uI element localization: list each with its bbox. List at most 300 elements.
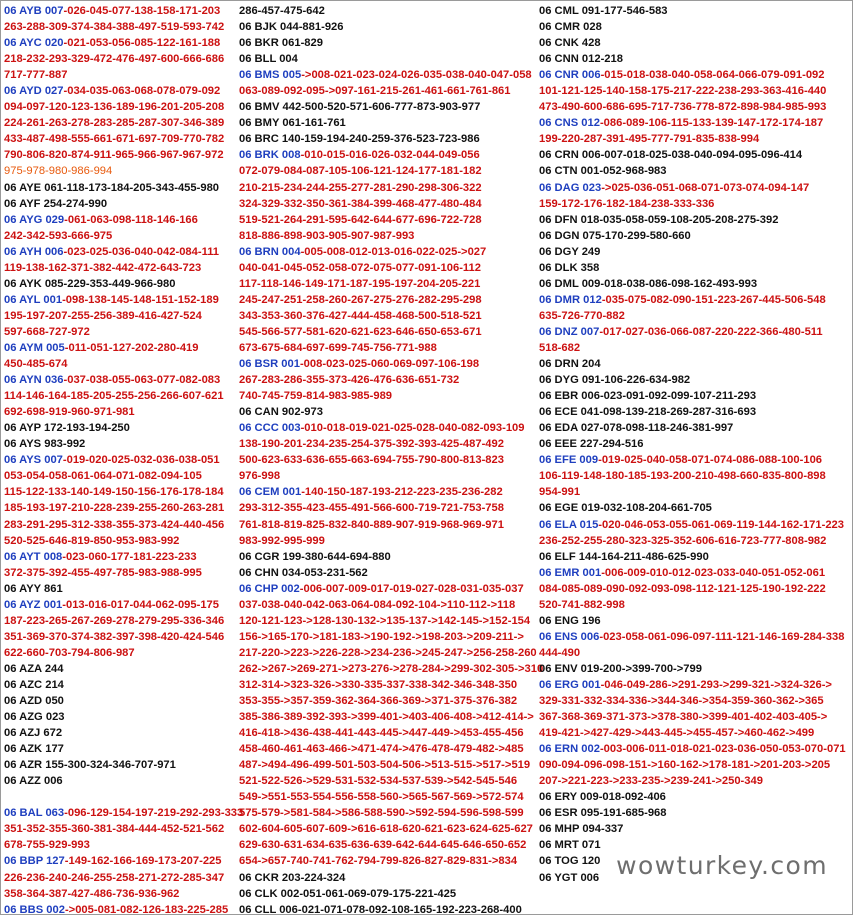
text-line bbox=[4, 725, 232, 741]
plate-numbers: 358-364-387-427-486-736-936-962 bbox=[4, 887, 180, 900]
plate-numbers: 06 BLL 004 bbox=[239, 53, 298, 66]
text-line bbox=[4, 870, 232, 886]
text-line bbox=[539, 131, 851, 147]
text-line bbox=[239, 789, 534, 805]
plate-code: 06 EMR 001 bbox=[539, 566, 602, 579]
plate-numbers: 433-487-498-555-661-671-697-709-770-782 bbox=[4, 133, 225, 146]
plate-numbers: 353-355->357-359-362-364-366-369->371-375-376-382 bbox=[239, 695, 518, 708]
text-line bbox=[4, 292, 232, 308]
text-line bbox=[539, 677, 851, 693]
plate-numbers: 286-457-475-642 bbox=[239, 5, 325, 17]
text-line bbox=[239, 693, 534, 709]
text-line bbox=[239, 821, 534, 837]
plate-numbers: -098-138-145-148-151-152-189 bbox=[62, 293, 219, 306]
text-line bbox=[539, 83, 851, 99]
text-line bbox=[239, 404, 534, 420]
text-line bbox=[239, 613, 534, 629]
text-line bbox=[4, 420, 232, 436]
text-line bbox=[239, 115, 534, 131]
text-line bbox=[539, 484, 851, 500]
plate-numbers: 236-252-255-280-323-325-352-606-616-723-777-808-982 bbox=[539, 534, 827, 547]
plate-numbers: 06 CLL 006-021-071-078-092-108-165-192-223-268-400 bbox=[239, 903, 522, 916]
plate-numbers: -010-015-016-026-032-044-049-056 bbox=[300, 149, 480, 162]
plate-numbers: 06 AYP 172-193-194-250 bbox=[4, 422, 130, 435]
plate-numbers: 06 DRN 204 bbox=[539, 358, 601, 371]
plate-numbers: 207->221-223->233-235->239-241->250-349 bbox=[539, 775, 763, 788]
text-line bbox=[539, 500, 851, 516]
plate-code: 06 AYZ 001 bbox=[4, 598, 63, 611]
text-line bbox=[239, 292, 534, 308]
plate-numbers: 06 EBR 006-023-091-092-099-107-211-293 bbox=[539, 390, 757, 403]
plate-numbers: 324-329-332-350-361-384-399-468-477-480-484 bbox=[239, 197, 482, 210]
text-line bbox=[539, 35, 851, 51]
text-line bbox=[4, 115, 232, 131]
text-line bbox=[4, 789, 232, 805]
plate-numbers: ->025-036-051-068-071-073-074-094-147 bbox=[601, 181, 810, 194]
plate-numbers: 519-521-264-291-595-642-644-677-696-722-728 bbox=[239, 213, 482, 226]
plate-numbers: 185-193-197-210-228-239-255-260-263-281 bbox=[4, 502, 225, 515]
text-line bbox=[4, 212, 232, 228]
plate-numbers: 06 YGT 006 bbox=[539, 871, 600, 884]
text-line bbox=[239, 19, 534, 35]
plate-code: 06 AYM 005 bbox=[4, 341, 65, 354]
column-2 bbox=[239, 3, 544, 918]
text-line bbox=[239, 67, 534, 83]
text-line bbox=[4, 3, 232, 19]
plate-numbers: 262->267->269-271->273-276->278-284->299-302-305->310 bbox=[239, 662, 544, 675]
text-line bbox=[4, 19, 232, 35]
plate-numbers: 654->657-740-741-762-794-799-826-827-829-831->834 bbox=[239, 855, 518, 868]
plate-numbers: 06 MHP 094-337 bbox=[539, 823, 624, 836]
plate-code: 06 ELA 015 bbox=[539, 518, 599, 531]
plate-numbers: 06 CHN 034-053-231-562 bbox=[239, 566, 368, 579]
text-line bbox=[239, 276, 534, 292]
text-line bbox=[539, 436, 851, 452]
plate-numbers: 218-232-293-329-472-476-497-600-666-686 bbox=[4, 53, 225, 66]
plate-numbers: 06 BMV 442-500-520-571-606-777-873-903-977 bbox=[239, 101, 481, 114]
text-line bbox=[239, 131, 534, 147]
text-line bbox=[539, 741, 851, 757]
text-line bbox=[539, 709, 851, 725]
plate-code: 06 BRK 008 bbox=[239, 149, 301, 162]
plate-numbers: 521-522-526->529-531-532-534-537-539->542-545-546 bbox=[239, 775, 518, 788]
plate-numbers: 037-038-040-042-063-064-084-092-104->110-112->118 bbox=[239, 598, 516, 611]
plate-numbers: 329-331-332-334-336->344-346->354-359-360-362->365 bbox=[539, 695, 824, 708]
plate-numbers: 06 EEE 227-294-516 bbox=[539, 438, 644, 451]
text-line bbox=[4, 805, 244, 821]
text-line bbox=[4, 147, 232, 163]
plate-numbers: 06 AZA 244 bbox=[4, 662, 64, 675]
text-line bbox=[239, 468, 534, 484]
plate-numbers: -061-063-098-118-146-166 bbox=[64, 213, 198, 226]
plate-numbers: 138-190-201-234-235-254-375-392-393-425-487-492 bbox=[239, 438, 504, 451]
text-line bbox=[239, 147, 534, 163]
text-line bbox=[239, 356, 534, 372]
text-line bbox=[4, 549, 232, 565]
text-line bbox=[4, 517, 232, 533]
plate-numbers: 226-236-240-246-255-258-271-272-285-347 bbox=[4, 871, 225, 884]
plate-numbers: -096-129-154-197-219-292-293-333 bbox=[64, 807, 244, 820]
plate-code: 06 AYG 029 bbox=[4, 213, 65, 226]
plate-numbers: 549->551-553-554-556-558-560->565-567-569->572-574 bbox=[239, 791, 524, 804]
text-line bbox=[539, 3, 851, 19]
plate-numbers: 06 AZG 023 bbox=[4, 711, 65, 724]
plate-numbers: 602-604-605-607-609->616-618-620-621-623-624-625-627 bbox=[239, 823, 533, 836]
plate-numbers: 976-998 bbox=[239, 470, 281, 483]
plate-numbers: 954-991 bbox=[539, 486, 581, 499]
plate-code: 06 BAL 063 bbox=[4, 807, 65, 820]
text-line bbox=[4, 902, 232, 918]
plate-numbers: 790-806-820-874-911-965-966-967-967-972 bbox=[4, 149, 224, 162]
plate-numbers: 629-630-631-634-635-636-639-642-644-645-646-650-652 bbox=[239, 839, 527, 852]
plate-numbers: 740-745-759-814-983-985-989 bbox=[239, 390, 393, 403]
plate-numbers: 372-375-392-455-497-785-983-988-995 bbox=[4, 566, 202, 579]
text-line bbox=[539, 244, 851, 260]
plate-numbers: 06 AYY 861 bbox=[4, 582, 63, 595]
plate-numbers: -019-025-040-058-071-074-086-088-100-106 bbox=[598, 454, 823, 467]
plate-numbers: 351-352-355-360-381-384-444-452-521-562 bbox=[4, 823, 225, 836]
plate-code: 06 ERG 001 bbox=[539, 678, 601, 691]
text-line bbox=[239, 517, 534, 533]
plate-numbers: 06 EGE 019-032-108-204-661-705 bbox=[539, 502, 712, 515]
text-line bbox=[4, 356, 232, 372]
plate-numbers: 283-291-295-312-338-355-373-424-440-456 bbox=[4, 518, 225, 531]
plate-code: 06 AYD 027 bbox=[4, 85, 64, 98]
text-line bbox=[239, 99, 534, 115]
text-line bbox=[4, 693, 232, 709]
plate-numbers: 520-525-646-819-850-953-983-992 bbox=[4, 534, 180, 547]
text-line bbox=[239, 565, 534, 581]
plate-numbers: 242-342-593-666-975 bbox=[4, 229, 113, 242]
plate-numbers: -023-060-177-181-223-233 bbox=[62, 550, 197, 563]
text-line bbox=[539, 597, 851, 613]
plate-numbers: 06 CKR 203-224-324 bbox=[239, 871, 346, 884]
text-line bbox=[239, 581, 534, 597]
plate-numbers: 06 CGR 199-380-644-694-880 bbox=[239, 550, 391, 563]
plate-numbers: 450-485-674 bbox=[4, 358, 68, 371]
plate-code: 06 CHP 002 bbox=[239, 582, 300, 595]
plate-numbers: 06 ESR 095-191-685-968 bbox=[539, 807, 667, 820]
text-line bbox=[539, 757, 851, 773]
plate-numbers: ->008-021-023-024-026-035-038-040-047-058 bbox=[301, 69, 532, 82]
plate-code: 06 ENS 006 bbox=[539, 630, 600, 643]
plate-numbers: -034-035-063-068-078-079-092 bbox=[63, 85, 221, 98]
plate-numbers: 635-726-770-882 bbox=[539, 309, 625, 322]
plate-numbers: 06 DGY 249 bbox=[539, 245, 601, 258]
text-line bbox=[539, 115, 851, 131]
plate-code: 06 CEM 001 bbox=[239, 486, 302, 499]
plate-numbers: -035-075-082-090-151-223-267-445-506-548 bbox=[601, 293, 826, 306]
plate-numbers: 06 DLK 358 bbox=[539, 261, 600, 274]
plate-numbers: 199-220-287-391-495-777-791-835-838-994 bbox=[539, 133, 760, 146]
plate-numbers: 053-054-058-061-064-071-082-094-105 bbox=[4, 470, 202, 483]
plate-numbers: 06 BJK 044-881-926 bbox=[239, 21, 344, 34]
text-line bbox=[4, 180, 232, 196]
plate-code: 06 AYB 007 bbox=[4, 5, 64, 17]
plate-numbers: 063-089-092-095->097-161-215-261-461-661-761-861 bbox=[239, 85, 511, 98]
plate-numbers: -015-018-038-040-058-064-066-079-091-092 bbox=[600, 69, 825, 82]
text-line bbox=[539, 180, 851, 196]
text-line bbox=[239, 83, 534, 99]
plate-numbers: 975-978-980-986-994 bbox=[4, 165, 113, 178]
plate-numbers: ->005-081-082-126-183-225-285 bbox=[64, 903, 229, 916]
text-line bbox=[539, 645, 851, 661]
text-line bbox=[4, 581, 232, 597]
plate-numbers: 06 ENV 019-200->399-700->799 bbox=[539, 662, 702, 675]
plate-numbers: 090-094-096-098-151->160-162->178-181->201-203->205 bbox=[539, 759, 831, 772]
plate-numbers: 06 AZD 050 bbox=[4, 695, 64, 708]
plate-numbers: 06 AYF 254-274-990 bbox=[4, 197, 108, 210]
text-line bbox=[4, 821, 232, 837]
text-line bbox=[539, 629, 851, 645]
text-line bbox=[539, 99, 851, 115]
text-line bbox=[4, 468, 232, 484]
plate-numbers: 416-418->436-438-441-443-445->447-449->453-455-456 bbox=[239, 727, 524, 740]
plate-numbers: 458-460-461-463-466->471-474->476-478-479-482->485 bbox=[239, 743, 524, 756]
plate-code: 06 BRN 004 bbox=[239, 245, 301, 258]
plate-numbers: 622-660-703-794-806-987 bbox=[4, 646, 135, 659]
plate-numbers: 06 DFN 018-035-058-059-108-205-208-275-392 bbox=[539, 213, 779, 226]
plate-numbers: 06 ENG 196 bbox=[539, 614, 601, 627]
plate-numbers: 312-314->323-326->330-335-337-338-342-346-348-350 bbox=[239, 678, 518, 691]
text-line bbox=[239, 805, 534, 821]
plate-numbers: -037-038-055-063-077-082-083 bbox=[63, 374, 221, 387]
plate-code: 06 AYH 006 bbox=[4, 245, 64, 258]
text-line bbox=[239, 725, 534, 741]
plate-numbers: 343-353-360-376-427-444-458-468-500-518-521 bbox=[239, 309, 482, 322]
plate-numbers: -003-006-011-018-021-023-036-050-053-070-071 bbox=[599, 743, 846, 756]
text-line bbox=[4, 340, 232, 356]
text-line bbox=[239, 886, 534, 902]
text-line bbox=[239, 661, 544, 677]
text-line bbox=[539, 324, 851, 340]
text-line bbox=[4, 131, 232, 147]
plate-code: 06 BMS 005 bbox=[239, 69, 302, 82]
plate-numbers: -026-045-077-138-158-171-203 bbox=[63, 5, 221, 17]
text-line bbox=[4, 645, 232, 661]
plate-code: 06 ERN 002 bbox=[539, 743, 600, 756]
plate-numbers: 487->494-496-499-501-503-504-506->513-515->517->519 bbox=[239, 759, 531, 772]
text-line bbox=[239, 244, 534, 260]
plate-numbers: -017-027-036-066-087-220-222-366-480-511 bbox=[599, 325, 823, 338]
plate-numbers: 06 TOG 120 bbox=[539, 855, 601, 868]
plate-numbers: 678-755-929-993 bbox=[4, 839, 90, 852]
text-line bbox=[539, 533, 851, 549]
text-line bbox=[239, 741, 534, 757]
text-line bbox=[539, 452, 851, 468]
plate-numbers: 159-172-176-182-184-238-333-336 bbox=[539, 197, 715, 210]
text-line bbox=[239, 372, 534, 388]
plate-numbers: 06 CML 091-177-546-583 bbox=[539, 5, 668, 17]
text-line bbox=[539, 356, 851, 372]
text-line bbox=[239, 436, 534, 452]
text-line bbox=[239, 533, 534, 549]
text-line bbox=[539, 276, 851, 292]
text-line bbox=[4, 613, 232, 629]
plate-numbers: 101-121-125-140-158-175-217-222-238-293-363-416-440 bbox=[539, 85, 827, 98]
plate-numbers: -006-007-009-017-019-027-028-031-035-037 bbox=[299, 582, 524, 595]
text-line bbox=[4, 500, 232, 516]
column-1 bbox=[4, 3, 244, 918]
text-line bbox=[4, 837, 232, 853]
plate-numbers: -086-089-106-115-133-139-147-172-174-187 bbox=[599, 117, 824, 130]
plate-numbers: 06 MRT 071 bbox=[539, 839, 601, 852]
plate-numbers: 263-288-309-374-384-388-497-519-593-742 bbox=[4, 21, 225, 34]
text-line bbox=[539, 517, 851, 533]
text-line bbox=[4, 51, 232, 67]
plate-numbers: -005-008-012-013-016-022-025->027 bbox=[300, 245, 487, 258]
plate-numbers: 119-138-162-371-382-442-472-643-723 bbox=[4, 261, 202, 274]
plate-code: 06 BBS 002 bbox=[4, 903, 65, 916]
text-line bbox=[539, 789, 851, 805]
text-line bbox=[239, 3, 534, 19]
plate-numbers: 673-675-684-697-699-745-756-771-988 bbox=[239, 341, 437, 354]
plate-code: 06 DAG 023 bbox=[539, 181, 602, 194]
text-line bbox=[4, 757, 232, 773]
plate-numbers: -019-020-025-032-036-038-051 bbox=[62, 454, 220, 467]
text-line bbox=[239, 196, 534, 212]
plate-numbers: 106-119-148-180-185-193-200-210-498-660-835-800-898 bbox=[539, 470, 826, 483]
plate-numbers: 06 ECE 041-098-139-218-269-287-316-693 bbox=[539, 406, 757, 419]
text-line bbox=[239, 324, 534, 340]
plate-numbers: 545-566-577-581-620-621-623-646-650-653-671 bbox=[239, 325, 482, 338]
plate-numbers: 06 CAN 902-973 bbox=[239, 406, 323, 419]
plate-numbers: -140-150-187-193-212-223-235-236-282 bbox=[301, 486, 503, 499]
text-line bbox=[4, 436, 232, 452]
plate-numbers: 210-215-234-244-255-277-281-290-298-306-322 bbox=[239, 181, 482, 194]
text-line bbox=[4, 452, 232, 468]
text-line bbox=[539, 805, 851, 821]
text-line bbox=[4, 324, 232, 340]
plate-numbers: 06 CMR 028 bbox=[539, 21, 602, 34]
plate-numbers: 06 AZK 177 bbox=[4, 743, 64, 756]
plate-numbers: 06 ELF 144-164-211-486-625-990 bbox=[539, 550, 709, 563]
plate-numbers: 114-146-164-185-205-255-256-266-607-621 bbox=[4, 390, 224, 403]
plate-numbers: 06 EDA 027-078-098-118-246-381-997 bbox=[539, 422, 734, 435]
plate-numbers: 120-121-123->128-130-132->135-137->142-145->152-154 bbox=[239, 614, 531, 627]
plate-numbers: 245-247-251-258-260-267-275-276-282-295-298 bbox=[239, 293, 482, 306]
plate-numbers: 717-777-887 bbox=[4, 69, 68, 82]
plate-numbers: 444-490 bbox=[539, 646, 581, 659]
plate-numbers: 06 DML 009-018-038-086-098-162-493-993 bbox=[539, 277, 758, 290]
text-line bbox=[239, 340, 534, 356]
plate-numbers: -149-162-166-169-173-207-225 bbox=[64, 855, 222, 868]
plate-numbers: 156->165-170->181-183->190-192->198-203->209-211-> bbox=[239, 630, 524, 643]
plate-numbers: -023-058-061-096-097-111-121-146-169-284-338 bbox=[599, 630, 845, 643]
text-line bbox=[4, 661, 232, 677]
column-3 bbox=[539, 3, 851, 886]
text-line bbox=[4, 404, 232, 420]
text-line bbox=[239, 51, 534, 67]
text-line bbox=[239, 837, 534, 853]
plate-numbers: 06 AYE 061-118-173-184-205-343-455-980 bbox=[4, 181, 220, 194]
text-line bbox=[4, 565, 232, 581]
plate-numbers: 217-220->223->226-228->234-236->245-247->256-258-260 bbox=[239, 646, 537, 659]
text-line bbox=[239, 645, 537, 661]
text-line bbox=[539, 340, 851, 356]
text-line bbox=[239, 35, 534, 51]
plate-code: 06 CNR 006 bbox=[539, 69, 601, 82]
text-line bbox=[4, 597, 232, 613]
text-line bbox=[539, 388, 851, 404]
plate-numbers: 500-623-633-636-655-663-694-755-790-800-813-823 bbox=[239, 454, 504, 467]
plate-numbers: 06 AZC 214 bbox=[4, 678, 64, 691]
text-line bbox=[539, 420, 851, 436]
text-line bbox=[239, 308, 534, 324]
plate-numbers: 06 CRN 006-007-018-025-038-040-094-095-096-414 bbox=[539, 149, 803, 162]
text-line bbox=[539, 773, 851, 789]
text-line bbox=[4, 388, 232, 404]
text-line bbox=[4, 308, 232, 324]
plate-numbers: 351-369-370-374-382-397-398-420-424-546 bbox=[4, 630, 225, 643]
plate-code: 06 DNZ 007 bbox=[539, 325, 600, 338]
text-line bbox=[539, 372, 851, 388]
text-line bbox=[239, 757, 534, 773]
plate-numbers: 983-992-995-999 bbox=[239, 534, 325, 547]
plate-numbers: -010-018-019-021-025-028-040-082-093-109 bbox=[300, 422, 525, 435]
plate-code: 06 DMR 012 bbox=[539, 293, 602, 306]
text-line bbox=[4, 260, 232, 276]
text-line bbox=[539, 292, 851, 308]
text-line bbox=[4, 853, 232, 869]
text-line bbox=[239, 709, 534, 725]
text-line bbox=[239, 597, 534, 613]
text-line bbox=[239, 388, 534, 404]
plate-numbers: 06 CNN 012-218 bbox=[539, 53, 623, 66]
text-line bbox=[4, 196, 232, 212]
plate-numbers: -021-053-056-085-122-161-188 bbox=[63, 37, 221, 50]
plate-numbers: 419-421->427-429->443-445->455-457->460-462->499 bbox=[539, 727, 815, 740]
text-line bbox=[239, 773, 534, 789]
plate-numbers: 06 CLK 002-051-061-069-079-175-221-425 bbox=[239, 887, 457, 900]
text-line bbox=[4, 35, 232, 51]
text-line bbox=[239, 484, 534, 500]
plate-numbers: 06 ERY 009-018-092-406 bbox=[539, 791, 666, 804]
plate-numbers: 692-698-919-960-971-981 bbox=[4, 406, 135, 419]
watermark: wowturkey.com bbox=[616, 851, 828, 880]
text-line bbox=[239, 420, 534, 436]
plate-numbers: 518-682 bbox=[539, 341, 581, 354]
text-line bbox=[239, 853, 534, 869]
text-line bbox=[4, 83, 232, 99]
plate-code: 06 AYT 008 bbox=[4, 550, 63, 563]
plate-numbers: 06 AYK 085-229-353-449-966-980 bbox=[4, 277, 176, 290]
text-line bbox=[4, 163, 232, 179]
plate-numbers: 072-079-084-087-105-106-121-124-177-181-182 bbox=[239, 165, 482, 178]
text-line bbox=[4, 372, 232, 388]
plate-numbers: 084-085-089-090-092-093-098-112-121-125-190-192-222 bbox=[539, 582, 826, 595]
plate-numbers: 040-041-045-052-058-072-075-077-091-106-112 bbox=[239, 261, 481, 274]
text-line bbox=[239, 228, 534, 244]
plate-numbers: 385-386-389-392-393->399-401->403-406-408->412-414-> bbox=[239, 711, 534, 724]
plate-numbers: 293-312-355-423-455-491-566-600-719-721-753-758 bbox=[239, 502, 504, 515]
text-line bbox=[239, 180, 534, 196]
text-line bbox=[239, 902, 534, 918]
plate-numbers: -006-009-010-012-023-033-040-051-052-061 bbox=[601, 566, 826, 579]
text-line bbox=[539, 260, 851, 276]
plate-numbers: 187-223-265-267-269-278-279-295-336-346 bbox=[4, 614, 225, 627]
text-line bbox=[239, 629, 534, 645]
text-line bbox=[4, 276, 232, 292]
plate-numbers: 818-886-898-903-905-907-987-993 bbox=[239, 229, 415, 242]
plate-numbers: 06 CTN 001-052-968-983 bbox=[539, 165, 667, 178]
text-line bbox=[239, 163, 534, 179]
plate-code: 06 AYN 036 bbox=[4, 374, 64, 387]
text-line bbox=[539, 821, 851, 837]
plate-numbers: 115-122-133-140-149-150-156-176-178-184 bbox=[4, 486, 224, 499]
plate-numbers: 06 AZJ 672 bbox=[4, 727, 63, 740]
text-line bbox=[239, 500, 534, 516]
